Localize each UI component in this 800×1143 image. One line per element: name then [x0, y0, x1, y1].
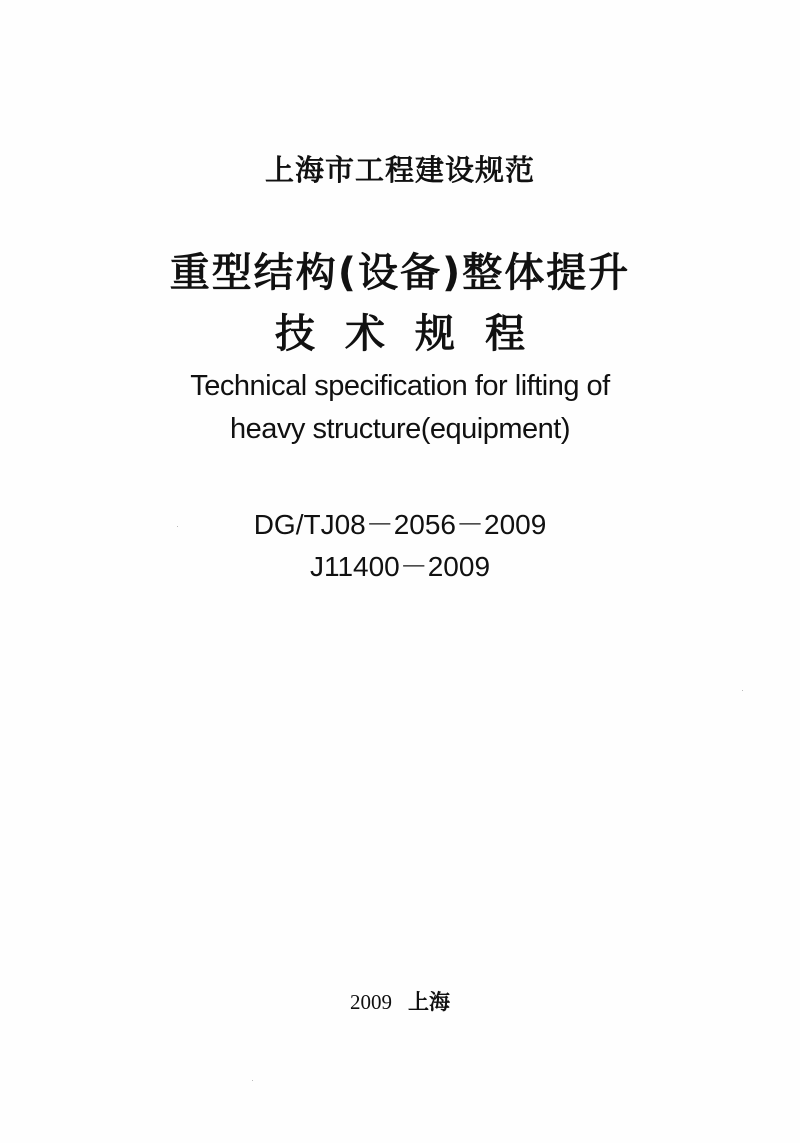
chinese-title-line-2: 技术规程 — [275, 311, 555, 357]
scan-speck — [252, 1080, 253, 1081]
record-number: J11400－2009 — [309, 551, 491, 582]
standard-number: DG/TJ08－2056－2009 — [253, 509, 547, 540]
chinese-title-line-1: 重型结构(设备)整体提升 — [169, 250, 631, 296]
english-title-line-1: Technical specification for lifting of — [190, 370, 610, 402]
imprint-year: 2009 — [350, 990, 392, 1014]
scan-speck — [177, 526, 178, 527]
scan-speck — [742, 690, 743, 691]
standard-series-heading: 上海市工程建设规范 — [264, 153, 535, 187]
imprint-place: 上海 — [408, 990, 450, 1014]
english-title-line-2: heavy structure(equipment) — [230, 413, 570, 445]
imprint — [0, 986, 800, 1016]
